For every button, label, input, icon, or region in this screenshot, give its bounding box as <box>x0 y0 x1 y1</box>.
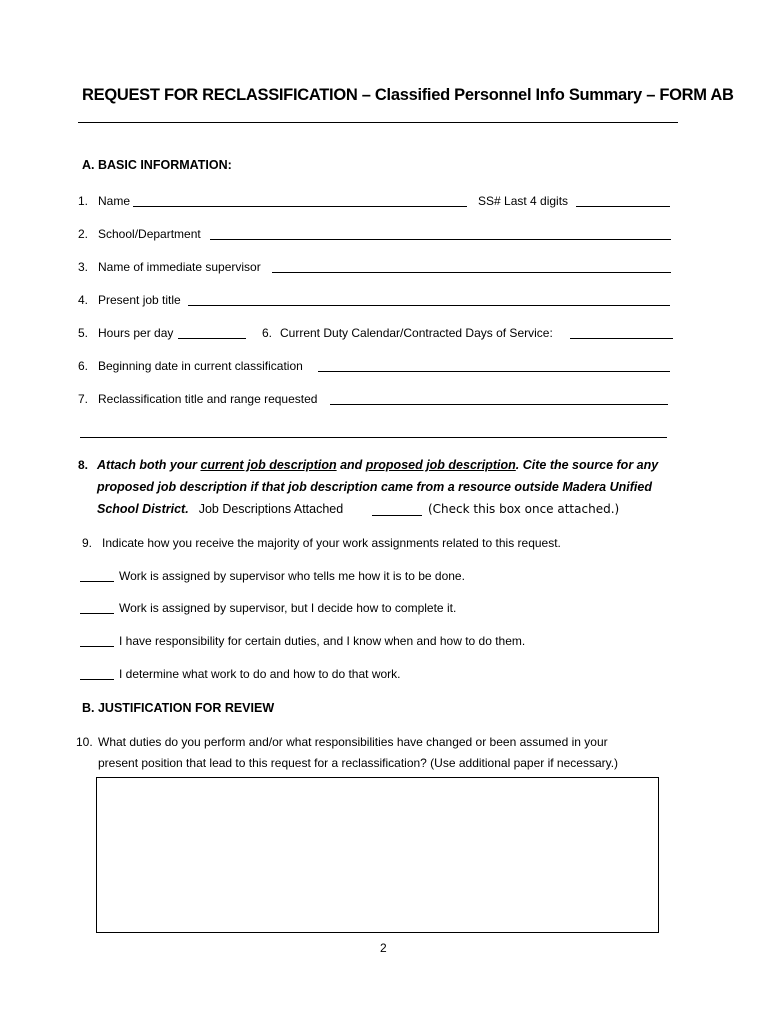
item-number: 3. <box>78 260 89 274</box>
beginning-date-label: Beginning date in current classification <box>98 359 303 373</box>
name-label: Name <box>98 194 131 208</box>
item-number: 8. <box>78 458 89 472</box>
school-label: School/Department <box>98 227 201 241</box>
item-number: 6. <box>262 326 273 340</box>
option-1-blank[interactable] <box>80 581 114 582</box>
reclass-title-field-continued[interactable] <box>80 437 667 438</box>
section-b-heading: B. JUSTIFICATION FOR REVIEW <box>82 701 275 715</box>
work-assignment-question: Indicate how you receive the majority of your work assignments related to this request. <box>102 536 561 550</box>
item-number: 7. <box>78 392 89 406</box>
reclass-title-label: Reclassification title and range requested <box>98 392 318 406</box>
justification-question-line2: present position that lead to this request for a reclassification? (Use additional paper if necessary.) <box>98 756 619 770</box>
item-number: 6. <box>78 359 89 373</box>
attached-checkbox-blank[interactable] <box>372 515 422 516</box>
name-field[interactable] <box>133 206 467 207</box>
item-number: 1. <box>78 194 89 208</box>
supervisor-field[interactable] <box>272 272 671 273</box>
section-a-heading: A. BASIC INFORMATION: <box>82 158 232 172</box>
justification-question-line1: What duties do you perform and/or what responsibilities have changed or been assumed in your <box>98 735 608 749</box>
ss-field[interactable] <box>576 206 670 207</box>
attach-instruction-line3 <box>97 502 343 516</box>
ss-label: SS# Last 4 digits <box>478 194 569 208</box>
item-number: 5. <box>78 326 89 340</box>
item-number: 9. <box>82 536 93 550</box>
duty-calendar-field[interactable] <box>570 338 673 339</box>
cite-source-text: . Cite the source for any <box>515 458 659 472</box>
option-3-label: I have responsibility for certain duties, and I know when and how to do them. <box>119 634 526 648</box>
item-number: 4. <box>78 293 89 307</box>
school-field[interactable] <box>210 239 671 240</box>
supervisor-label: Name of immediate supervisor <box>98 260 261 274</box>
attach-instruction-line2: proposed job description if that job description came from a resource outside Madera Unified <box>97 480 652 494</box>
option-3-blank[interactable] <box>80 646 114 647</box>
duty-calendar-label: Current Duty Calendar/Contracted Days of Service: <box>280 326 553 340</box>
current-job-description-text: current job description <box>200 458 337 472</box>
justification-textarea[interactable] <box>96 777 659 933</box>
hours-label: Hours per day <box>98 326 174 340</box>
proposed-job-description-text: proposed job description <box>365 458 516 472</box>
item-number: 10. <box>76 735 93 749</box>
beginning-date-field[interactable] <box>318 371 670 372</box>
item-number: 2. <box>78 227 89 241</box>
job-title-label: Present job title <box>98 293 181 307</box>
hours-field[interactable] <box>178 338 246 339</box>
check-note: (Check this box once attached.) <box>428 502 620 516</box>
option-1-label: Work is assigned by supervisor who tells me how it is to be done. <box>119 569 465 583</box>
option-2-label: Work is assigned by supervisor, but I decide how to complete it. <box>119 601 457 615</box>
page-title: REQUEST FOR RECLASSIFICATION – Classified Personnel Info Summary – FORM AB <box>82 86 734 104</box>
attach-text-and: and <box>336 458 366 472</box>
school-district-text: School District. <box>97 502 189 516</box>
attach-text: Attach both your <box>97 458 201 472</box>
page-number: 2 <box>380 941 387 955</box>
option-2-blank[interactable] <box>80 613 114 614</box>
title-divider <box>78 122 678 123</box>
job-title-field[interactable] <box>188 305 670 306</box>
attached-label: Job Descriptions Attached <box>198 502 344 516</box>
option-4-label: I determine what work to do and how to do that work. <box>119 667 401 681</box>
reclass-title-field[interactable] <box>330 404 668 405</box>
attach-instruction-line1 <box>97 458 658 472</box>
option-4-blank[interactable] <box>80 679 114 680</box>
